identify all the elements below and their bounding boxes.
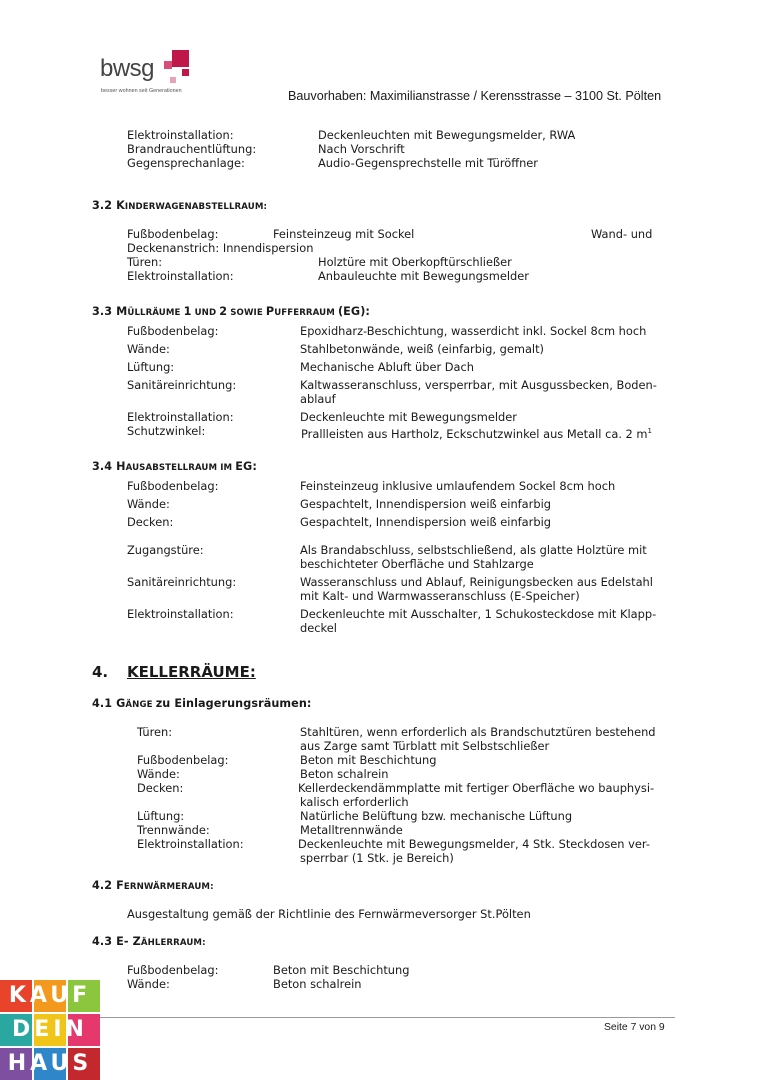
s43-label: Fußbodenbelag: — [127, 963, 219, 977]
intro-value: Nach Vorschrift — [318, 142, 405, 156]
s41-label: Elektroinstallation: — [137, 837, 244, 851]
s32-value: Feinsteinzeug mit Sockel — [273, 227, 415, 241]
s34-label: Fußbodenbelag: — [127, 479, 219, 493]
s32-line: Deckenanstrich: Innendispersion — [127, 241, 314, 255]
logo-square — [170, 77, 176, 83]
s33-label: Lüftung: — [127, 360, 175, 374]
s33-value: Mechanische Abluft über Dach — [300, 360, 475, 374]
logo-word: KAUF — [8, 983, 92, 1008]
section-4-2-heading: 4.2 FERNWÄRMERAUM: — [92, 879, 214, 892]
s34-value: Wasseranschluss und Ablauf, Reinigungsbecken aus Edelstahl — [300, 575, 653, 589]
s34-value: Gespachtelt, Innendispersion weiß einfarbig — [300, 497, 551, 511]
s34-value: Feinsteinzeug inklusive umlaufendem Sockel 8cm hoch — [300, 479, 616, 493]
kauf-dein-haus-logo — [0, 980, 100, 1080]
s41-value: Metalltrennwände — [300, 823, 403, 837]
s42-text: Ausgestaltung gemäß der Richtlinie des Fernwärmeversorger St.Pölten — [127, 907, 531, 921]
s43-value: Beton schalrein — [273, 977, 362, 991]
section-4-title: KELLERRÄUME: — [127, 663, 256, 681]
s32-label: Elektroinstallation: — [127, 269, 234, 283]
s41-label: Trennwände: — [137, 823, 210, 837]
intro-label: Elektroinstallation: — [127, 128, 234, 142]
s33-value-cont: ablauf — [300, 392, 336, 406]
s32-value: Holztüre mit Oberkopftürschließer — [318, 255, 512, 269]
s33-label: Sanitäreinrichtung: — [127, 378, 237, 392]
s41-label: Türen: — [137, 725, 173, 739]
s41-label: Wände: — [137, 767, 180, 781]
logo-wordmark: bwsg — [100, 55, 155, 82]
s41-value: Natürliche Belüftung bzw. mechanische Lüftung — [300, 809, 573, 823]
s33-label: Schutzwinkel: — [127, 424, 206, 438]
section-3-3-heading: 3.3 MÜLLRÄUME 1 UND 2 SOWIE PUFFERRAUM (EG): — [92, 305, 370, 318]
s34-value-cont: mit Kalt- und Warmwasseranschluss (E-Speicher) — [300, 589, 580, 603]
s41-label: Fußbodenbelag: — [137, 753, 229, 767]
s33-value: Kaltwasseranschluss, versperrbar, mit Ausgussbecken, Boden- — [300, 378, 657, 392]
logo-square — [172, 50, 189, 67]
s41-label: Decken: — [137, 781, 184, 795]
header-project: Bauvorhaben: Maximilianstrasse / Kerensstrasse – 3100 St. Pölten — [288, 89, 662, 103]
s33-label: Fußbodenbelag: — [127, 324, 219, 338]
s34-label: Sanitäreinrichtung: — [127, 575, 237, 589]
s34-label: Elektroinstallation: — [127, 607, 234, 621]
s41-value-cont: kalisch erforderlich — [300, 795, 409, 809]
s34-label: Zugangstüre: — [127, 543, 204, 557]
section-4-number: 4. — [92, 663, 109, 681]
intro-label: Brandrauchentlüftung: — [127, 142, 257, 156]
s33-value: Deckenleuchte mit Bewegungsmelder — [300, 410, 517, 424]
s34-value: Deckenleuchte mit Ausschalter, 1 Schukosteckdose mit Klapp- — [300, 607, 657, 621]
s41-value: Beton schalrein — [300, 767, 389, 781]
intro-label: Gegensprechanlage: — [127, 156, 245, 170]
s41-value-cont: sperrbar (1 Stk. je Bereich) — [300, 851, 454, 865]
s43-value: Beton mit Beschichtung — [273, 963, 410, 977]
page-number: Seite 7 von 9 — [604, 1022, 665, 1033]
intro-value: Deckenleuchten mit Bewegungsmelder, RWA — [318, 128, 576, 142]
s34-value-cont: deckel — [300, 621, 337, 635]
logo-square — [164, 61, 172, 69]
s33-label: Wände: — [127, 342, 170, 356]
footer-rule — [92, 1017, 675, 1018]
section-4-3-heading: 4.3 E- ZÄHLERRAUM: — [92, 935, 206, 948]
s41-value: Beton mit Beschichtung — [300, 753, 437, 767]
intro-value: Audio-Gegensprechstelle mit Türöffner — [318, 156, 538, 170]
s33-value: Prallleisten aus Hartholz, Eckschutzwinkel aus Metall ca. 2 $m^1$ — [301, 426, 652, 441]
s32-value: Wand- und — [591, 227, 653, 241]
s41-value: Deckenleuchte mit Bewegungsmelder, 4 Stk. Steckdosen ver- — [298, 837, 650, 851]
s33-value: Stahlbetonwände, weiß (einfarbig, gemalt) — [300, 342, 544, 356]
s33-label: Elektroinstallation: — [127, 410, 234, 424]
s41-label: Lüftung: — [137, 809, 185, 823]
logo-word: DEIN — [12, 1017, 88, 1042]
logo-square — [182, 69, 189, 76]
s33-value: Epoxidharz-Beschichtung, wasserdicht inkl. Sockel 8cm hoch — [300, 324, 647, 338]
s34-value-cont: beschichteter Oberfläche und Stahlzarge — [300, 557, 534, 571]
s34-label: Wände: — [127, 497, 170, 511]
section-3-2-heading: 3.2 KINDERWAGENABSTELLRAUM: — [92, 199, 268, 212]
s41-value-cont: aus Zarge samt Türblatt mit Selbstschließer — [300, 739, 550, 753]
s34-value: Gespachtelt, Innendispersion weiß einfarbig — [300, 515, 551, 529]
s34-label: Decken: — [127, 515, 174, 529]
s32-label: Fußbodenbelag: — [127, 227, 219, 241]
logo-tagline: besser wohnen seit Generationen — [101, 88, 182, 94]
s34-value: Als Brandabschluss, selbstschließend, als glatte Holztüre mit — [300, 543, 647, 557]
s41-value: Kellerdeckendämmplatte mit fertiger Oberfläche wo bauphysi- — [298, 781, 655, 795]
section-3-4-heading: 3.4 HAUSABSTELLRAUM IM EG: — [92, 460, 257, 473]
s43-label: Wände: — [127, 977, 170, 991]
s41-value: Stahltüren, wenn erforderlich als Brandschutztüren bestehend — [300, 725, 656, 739]
logo-word: HAUS — [7, 1051, 93, 1076]
s32-label: Türen: — [127, 255, 163, 269]
section-4-1-heading: 4.1 GÄNGE zu Einlagerungsräumen: — [92, 697, 312, 710]
s32-value: Anbauleuchte mit Bewegungsmelder — [318, 269, 529, 283]
